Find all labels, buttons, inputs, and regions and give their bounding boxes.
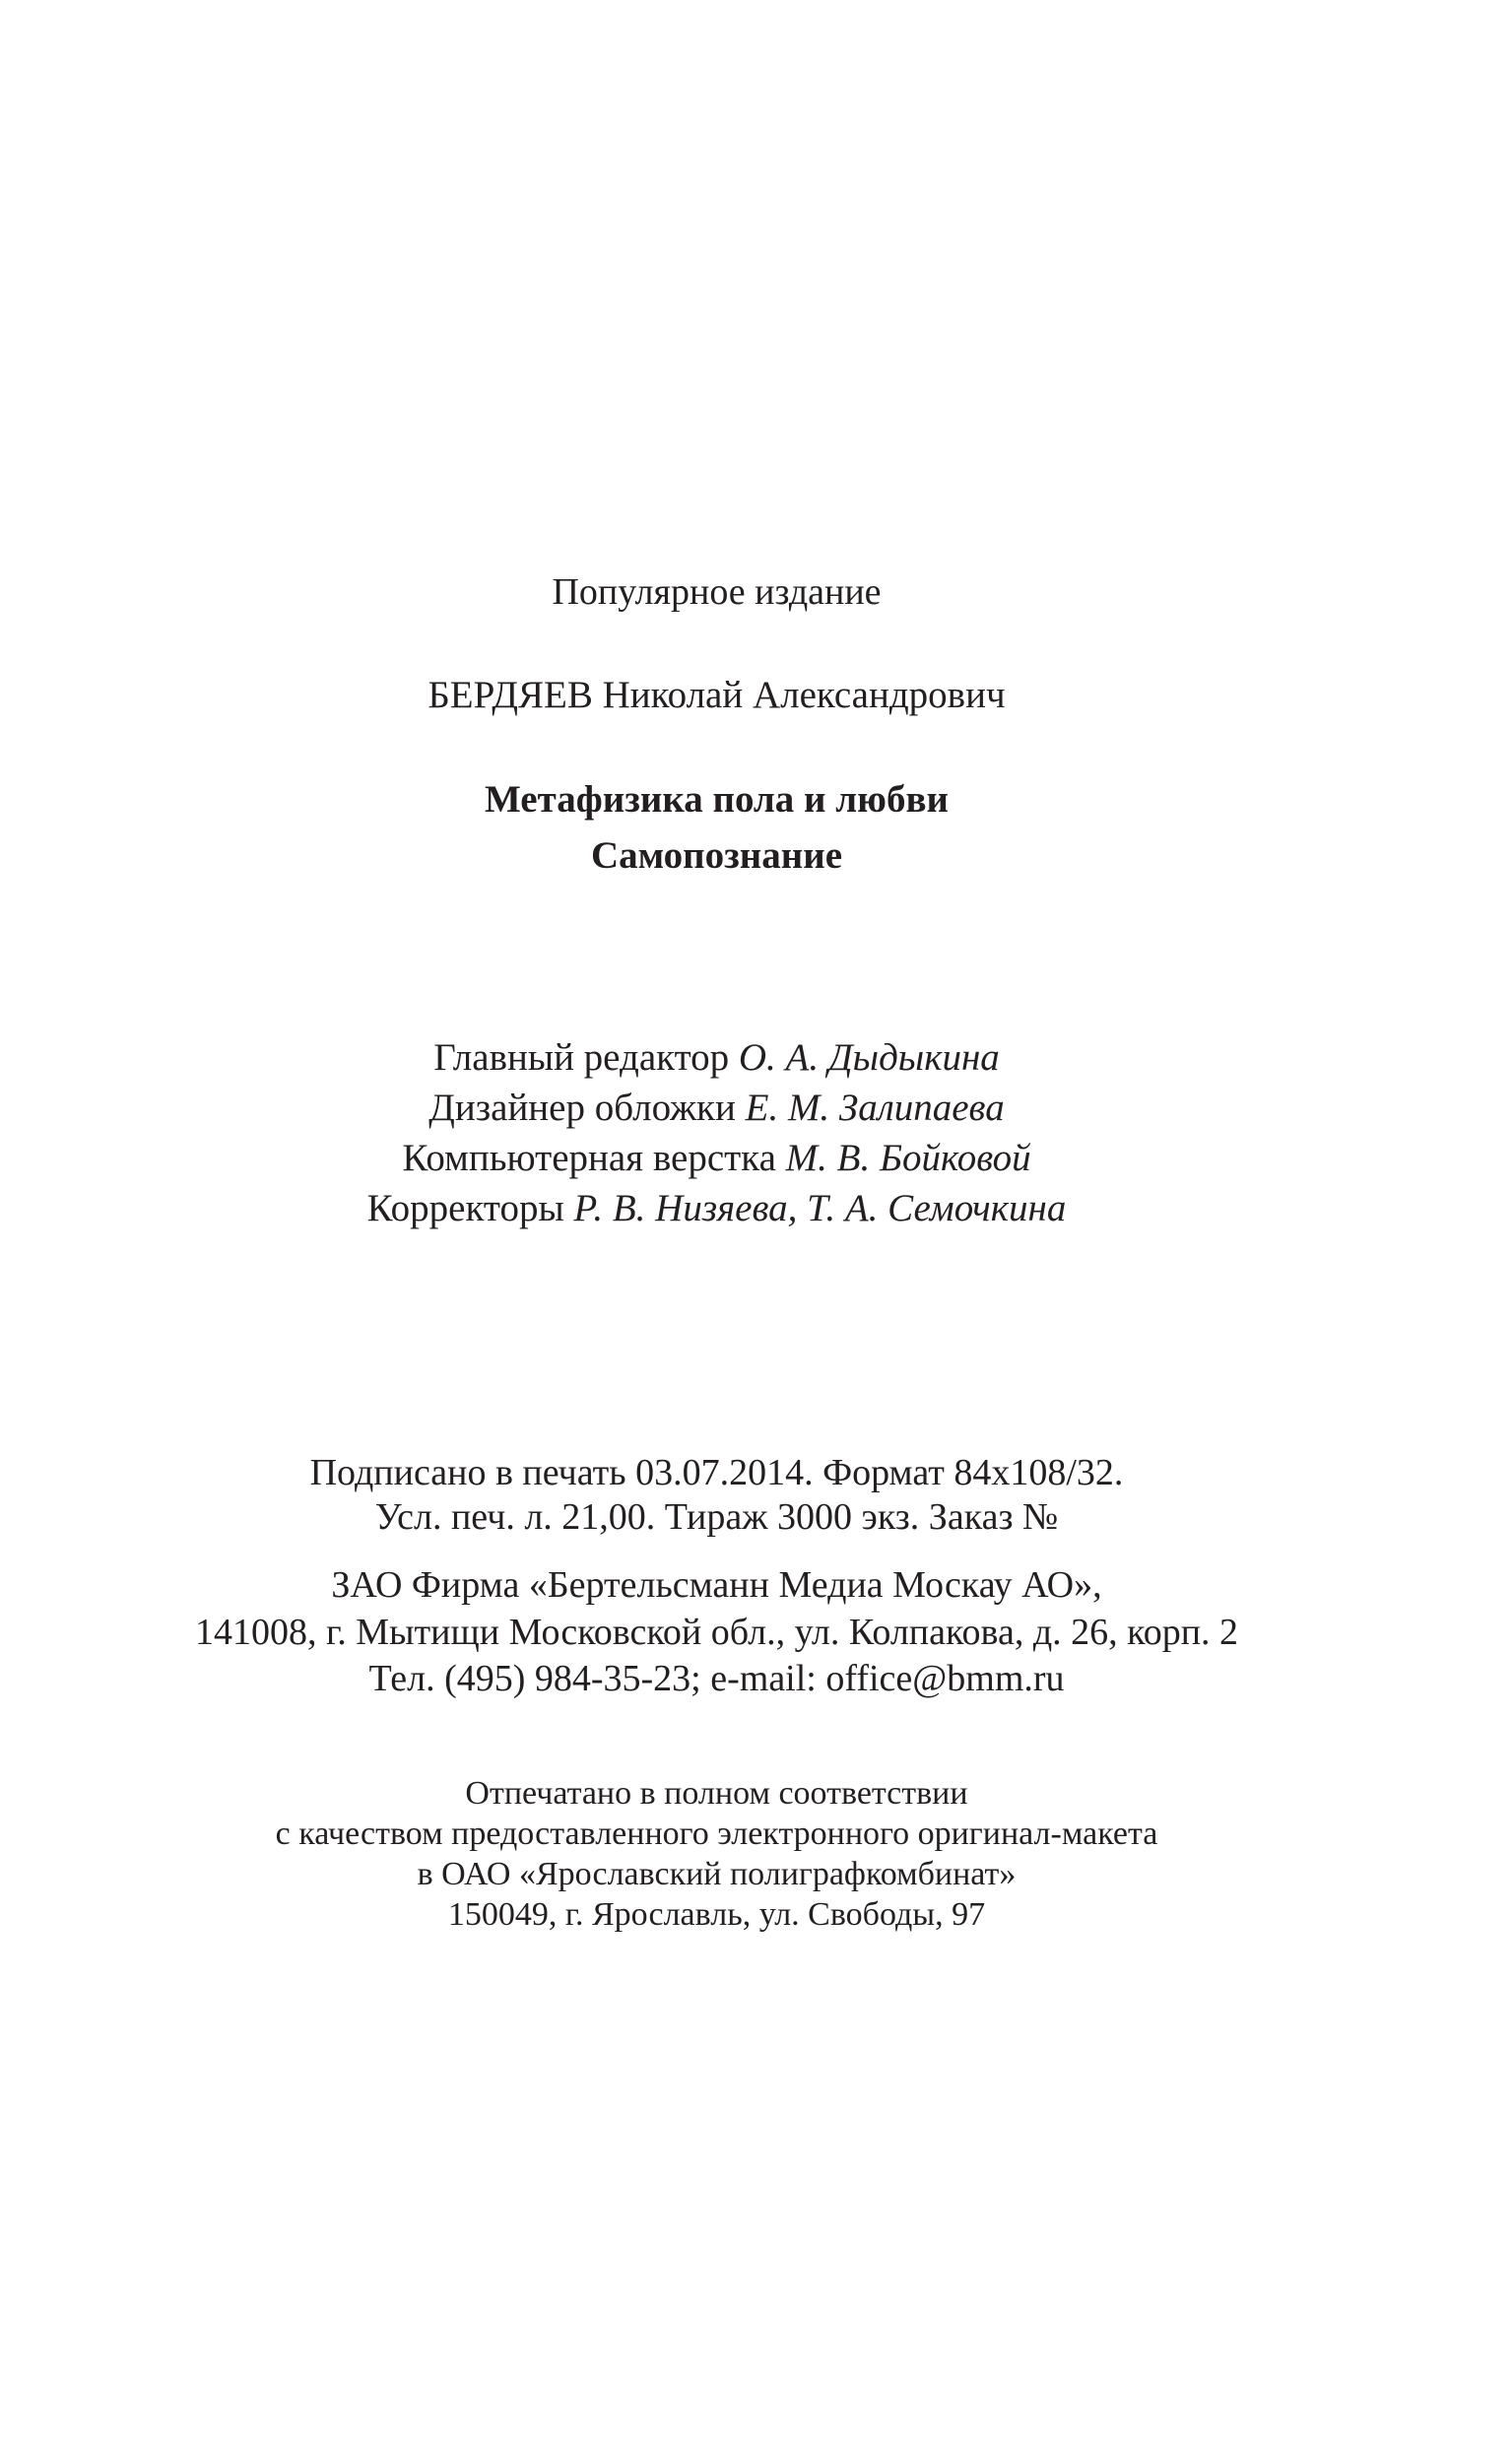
credit-layout xyxy=(0,1139,1433,1177)
credit-person: Е. М. Залипаева xyxy=(745,1087,1005,1129)
book-title: Метафизика пола и любви xyxy=(485,778,949,821)
publisher-name: ЗАО Фирма «Бертельсманн Медиа Москау АО», xyxy=(331,1564,1102,1606)
credit-chief-editor xyxy=(0,1038,1433,1077)
credit-role: Корректоры xyxy=(366,1187,564,1229)
credit-role: Дизайнер обложки xyxy=(428,1087,736,1129)
credit-role: Компьютерная верстка xyxy=(402,1137,776,1179)
author-name: БЕРДЯЕВ Николай Александрович xyxy=(427,674,1006,716)
print-info-circulation: Усл. печ. л. 21,00. Тираж 3000 экз. Заказ № xyxy=(374,1496,1059,1538)
credit-cover-designer xyxy=(0,1089,1433,1127)
publisher-contacts: Тел. (495) 984-35-23; e-mail: office@bmm.ru xyxy=(368,1658,1065,1699)
credit-person: О. А. Дыдыкина xyxy=(738,1036,1000,1079)
printer-name: в ОАО «Ярославский полиграфкомбинат» xyxy=(417,1856,1017,1892)
book-subtitle: Самопознание xyxy=(590,834,843,877)
publisher-address: 141008, г. Мытищи Московской обл., ул. Колпакова, д. 26, корп. 2 xyxy=(194,1612,1239,1653)
credit-person: М. В. Бойковой xyxy=(785,1137,1031,1179)
printer-statement: Отпечатано в полном соответствии xyxy=(465,1775,968,1812)
series-note: Популярное издание xyxy=(552,571,882,613)
credit-proofreaders xyxy=(0,1189,1433,1227)
print-info-signed: Подписано в печать 03.07.2014. Формат 84x108/32. xyxy=(309,1452,1124,1493)
credit-person: Р. В. Низяева, Т. А. Семочкина xyxy=(573,1187,1067,1229)
printer-quality: с качеством предоставленного электронного оригинал-макета xyxy=(275,1816,1158,1852)
credit-role: Главный редактор xyxy=(433,1036,730,1079)
printer-address: 150049, г. Ярославль, ул. Свободы, 97 xyxy=(447,1896,986,1933)
